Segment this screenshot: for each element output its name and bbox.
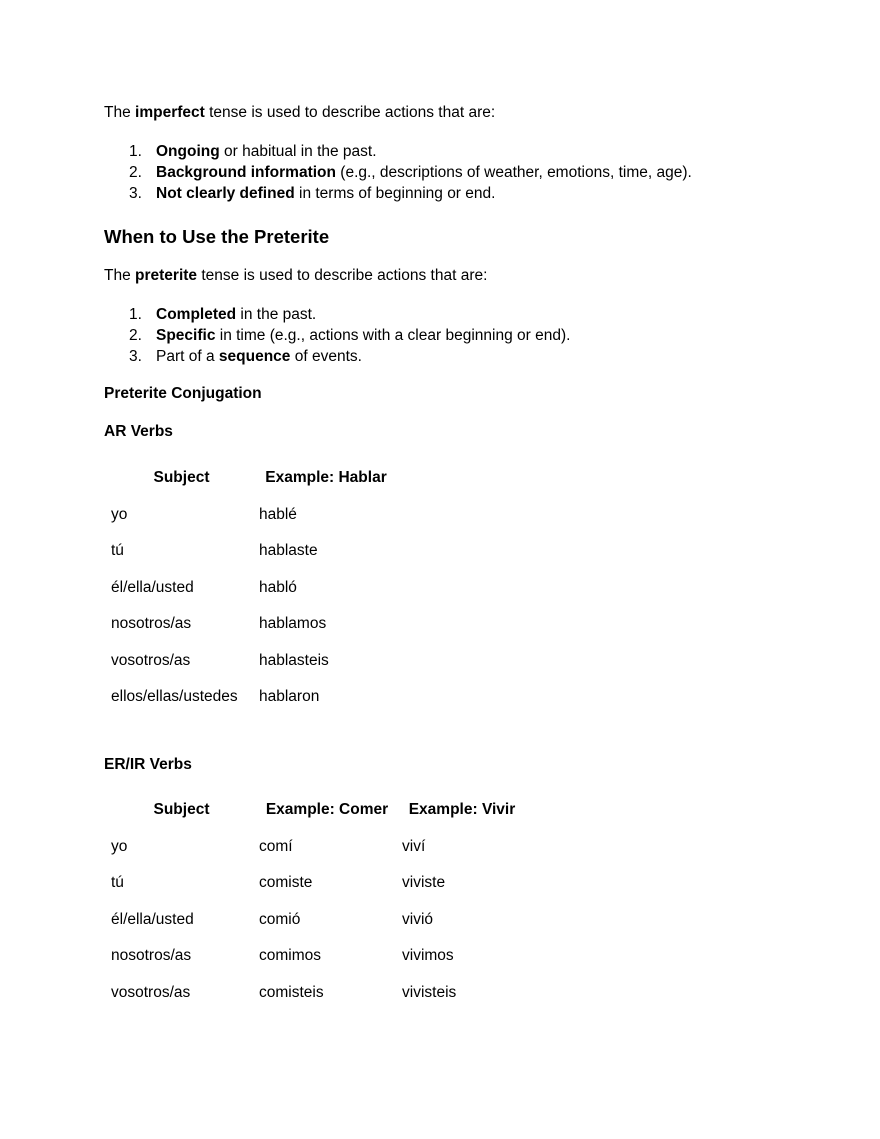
list-item-text <box>156 141 377 162</box>
conjugation-cell: comiste <box>259 874 313 891</box>
list-number: 1. <box>129 306 142 323</box>
table-body <box>104 505 393 724</box>
table-row <box>104 578 393 615</box>
subject-cell: vosotros/as <box>111 651 191 669</box>
list-item-text <box>156 325 570 346</box>
conjugation-cell: hablaron <box>259 688 320 705</box>
list-bold-term: Not clearly defined <box>156 185 295 202</box>
ar-conjugation-table <box>104 468 393 724</box>
list-number: 3. <box>129 185 142 202</box>
preterite-heading: When to Use the Preterite <box>104 226 330 247</box>
list-bold-term: sequence <box>218 348 291 365</box>
subject-cell: nosotros/as <box>111 947 192 964</box>
subject-cell: tú <box>111 874 124 891</box>
table-header-row <box>104 800 522 837</box>
list-pre: Part of a <box>156 348 219 365</box>
subject-cell: yo <box>111 837 128 855</box>
intro-text: The <box>104 267 136 284</box>
conjugation-cell: hablaste <box>259 542 318 559</box>
conjugation-cell: vivió <box>402 910 434 928</box>
conjugation-cell: comimos <box>259 947 322 964</box>
list-number: 2. <box>129 327 142 344</box>
list-rest: in the past. <box>236 306 317 323</box>
column-header-example-vivir: Example: Vivir <box>408 801 516 818</box>
table-row <box>104 541 393 578</box>
imperfect-intro <box>104 103 495 123</box>
conjugation-cell: comí <box>259 837 293 855</box>
intro-bold-term: preterite <box>135 267 198 284</box>
conjugation-cell: comió <box>259 910 301 928</box>
list-rest: of events. <box>290 348 362 365</box>
list-item-text <box>156 183 495 204</box>
conjugation-cell: habló <box>259 578 297 596</box>
conjugation-cell: hablé <box>259 505 297 523</box>
table-row <box>104 687 393 724</box>
table-row <box>104 910 522 947</box>
list-rest: in terms of beginning or end. <box>294 185 496 202</box>
conjugation-cell: hablamos <box>259 615 327 632</box>
list-rest: in time (e.g., actions with a clear beginning or end). <box>215 327 571 344</box>
column-header-example-comer: Example: Comer <box>265 801 389 818</box>
erir-conjugation-table <box>104 800 522 1019</box>
list-bold-term: Specific <box>156 327 216 344</box>
conjugation-cell: viví <box>402 837 426 855</box>
list-bold-term: Ongoing <box>156 143 220 160</box>
conjugation-cell: vivisteis <box>402 983 457 1001</box>
table-row <box>104 946 522 983</box>
table-row <box>104 651 393 688</box>
intro-text: tense is used to describe actions that are: <box>197 267 488 284</box>
subject-cell: ellos/ellas/ustedes <box>111 688 238 705</box>
list-item-text <box>156 304 316 325</box>
subject-cell: tú <box>111 542 124 559</box>
list-rest: (e.g., descriptions of weather, emotions, time, age). <box>335 164 692 181</box>
table-row <box>104 505 393 542</box>
column-header-example: Example: Hablar <box>265 469 387 486</box>
subject-cell: él/ella/usted <box>111 578 194 596</box>
column-header-subject: Subject <box>153 801 210 818</box>
list-item-text <box>156 346 362 367</box>
intro-text: tense is used to describe actions that are: <box>204 104 496 121</box>
table-row <box>104 614 393 651</box>
list-bold-term: Completed <box>156 306 237 323</box>
subject-cell: vosotros/as <box>111 983 191 1001</box>
conjugation-heading: Preterite Conjugation <box>104 385 262 402</box>
subject-cell: nosotros/as <box>111 615 192 632</box>
intro-bold-term: imperfect <box>135 104 205 121</box>
conjugation-cell: hablasteis <box>259 651 329 669</box>
list-number: 2. <box>129 164 142 181</box>
subject-cell: yo <box>111 505 128 523</box>
intro-text: The <box>104 104 136 121</box>
table-row <box>104 983 522 1020</box>
list-number: 3. <box>129 348 142 365</box>
list-bold-term: Background information <box>156 164 336 181</box>
conjugation-cell: viviste <box>402 874 446 891</box>
list-rest: or habitual in the past. <box>219 143 377 160</box>
table-header-row <box>104 468 393 505</box>
ar-verbs-heading: AR Verbs <box>104 423 173 440</box>
table-row <box>104 837 522 874</box>
preterite-intro <box>104 266 487 286</box>
list-number: 1. <box>129 143 142 160</box>
subject-cell: él/ella/usted <box>111 910 194 928</box>
column-header-subject: Subject <box>153 469 210 486</box>
list-item-text <box>156 162 692 183</box>
conjugation-cell: comisteis <box>259 983 324 1001</box>
conjugation-cell: vivimos <box>402 947 454 964</box>
table-body <box>104 837 522 1020</box>
table-row <box>104 873 522 910</box>
erir-verbs-heading: ER/IR Verbs <box>104 756 192 773</box>
